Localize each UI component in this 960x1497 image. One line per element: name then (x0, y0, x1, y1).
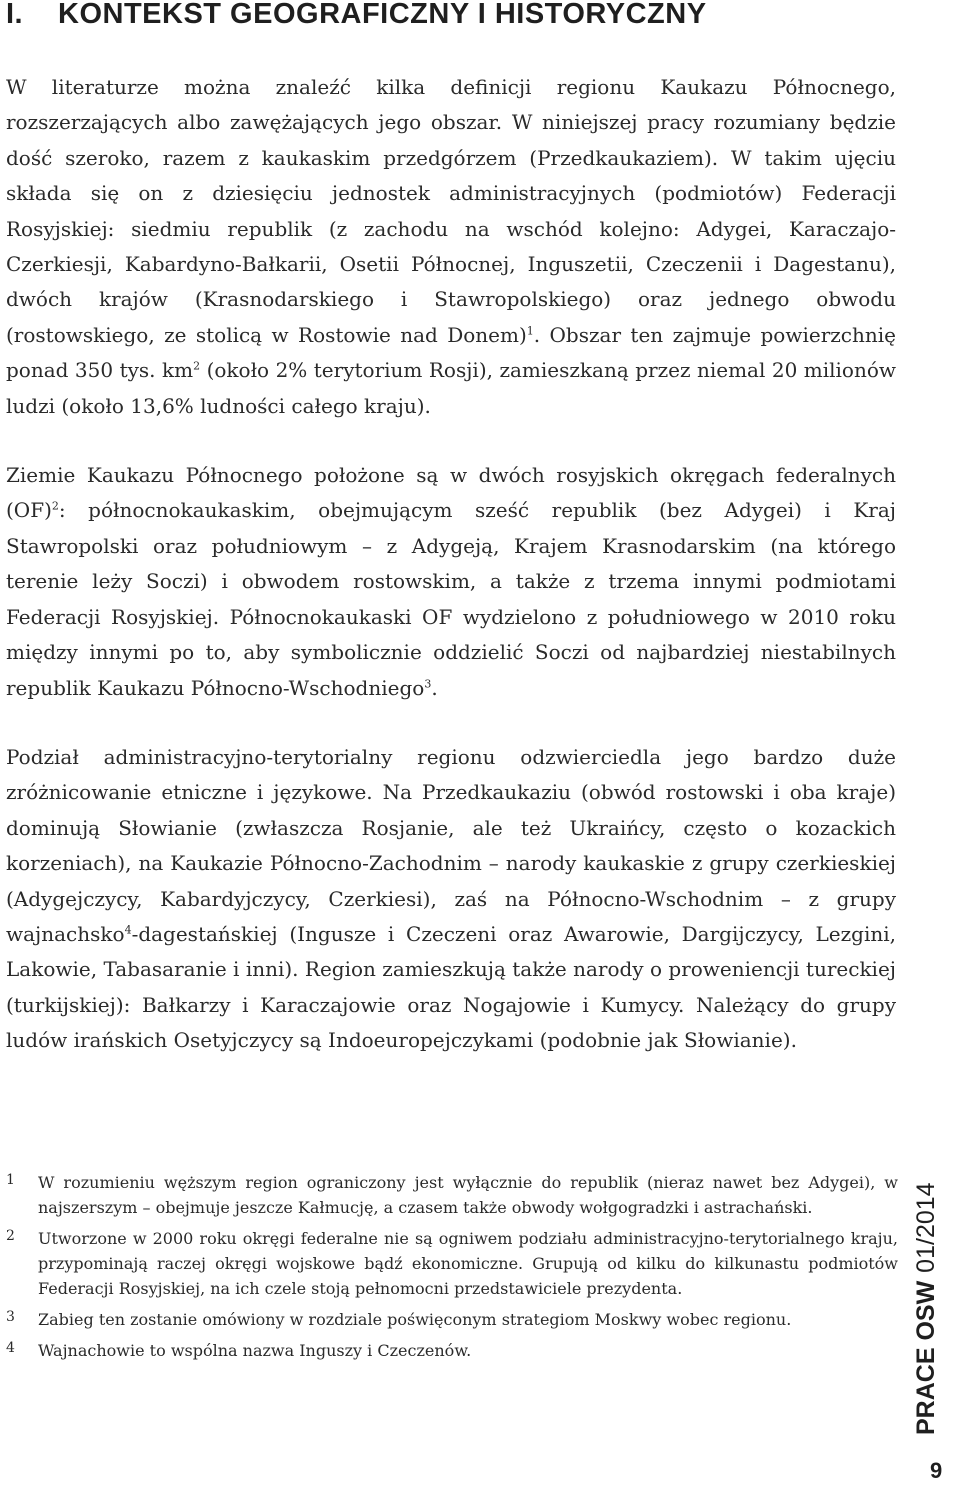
footnote-ref-4: 4 (124, 923, 132, 937)
footnote-number: 4 (6, 1340, 15, 1356)
superscript-km2: 2 (193, 359, 201, 373)
paragraph-1-text-c: (około 2% terytorium Rosji), zamieszkaną przez niemal 20 milionów ludzi (około 13,6% ludności całego kraju). (6, 358, 896, 418)
page-number: 9 (930, 1458, 943, 1483)
footnote-text: W rozumieniu węższym region ograniczony jest wyłącznie do republik (nieraz nawet bez Adygei), w najszerszym – obejmuje jeszcze Kałmucję, a czasem także obwody wołgogradzki i astrachański. (38, 1173, 898, 1217)
paragraph-2-text-c: . (431, 675, 438, 700)
body-text (6, 70, 896, 1093)
publication-name: PRACE OSW (912, 1280, 940, 1435)
footnote-ref-2: 2 (51, 499, 59, 513)
footnote (6, 1307, 898, 1332)
publication-side-label (912, 1155, 941, 1435)
paragraph-2 (6, 458, 896, 706)
footnote-ref-3: 3 (424, 676, 432, 690)
footnote-text: Utworzone w 2000 roku okręgi federalne nie są ogniwem podziału administracyjno-terytorialnego kraju, przypominają raczej okręgi wojskowe bądź ekonomiczne. Grupują od kilku do kilkunastu podmiotów Federacji Rosyjskiej, na ich czele stoją pełnomocni przedstawiciele prezydenta. (38, 1229, 898, 1298)
chapter-number: I. (6, 0, 24, 30)
footnote-text: Zabieg ten zostanie omówiony w rozdziale poświęconym strategiom Moskwy wobec regionu. (38, 1310, 792, 1329)
paragraph-2-text-a: Ziemie Kaukazu Północnego położone są w dwóch rosyjskich okręgach federalnych (OF) (6, 463, 896, 523)
publication-issue: 01/2014 (912, 1182, 940, 1273)
footnote-number: 1 (6, 1172, 15, 1188)
paragraph-1-text-b: . Obszar ten zajmuje powierzchnię ponad 350 tys. km (6, 322, 896, 383)
paragraph-3-text-a: Podział administracyjno-terytorialny regionu odzwierciedla jego bardzo duże zróżnicowanie etniczne i językowe. Na Przedkaukaziu (obwód rostowski i oba kraje) dominują Słowianie (zwłaszcza Rosjanie, ale też Ukraińcy, często o kozackich korzeniach), na Kaukazie Północno-Zachodnim – narody kaukaskie z grupy czerkieskiej (Adygejczycy, Kabardyjczycy, Czerkiesi), zaś na Północno-Wschodnim – z grupy wajnachsko (6, 744, 896, 946)
footnote (6, 1170, 898, 1220)
paragraph-3-text-b: -dagestańskiej (Ingusze i Czeczeni oraz Awarowie, Dargijczycy, Lezgini, Lakowie, Tabasaranie i inni). Region zamieszkują także narody o proweniencji tureckiej (turkijskiej): Bałkarzy i Karaczajowie oraz Nogajowie i Kumycy. Należący do grupy ludów irańskich Osetyjczycy są Indoeuropejczykami (podobnie jak Słowianie). (6, 921, 896, 1053)
footnote-text: Wajnachowie to wspólna nazwa Inguszy i Czeczenów. (38, 1341, 472, 1360)
paragraph-2-text-b: : północnokaukaskim, obejmującym sześć republik (bez Adygei) i Kraj Stawropolski oraz południowym – z Adygeją, Krajem Krasnodarskim (na którego terenie leży Soczi) i obwodem rostowskim, a także z trzema innymi podmiotami Federacji Rosyjskiej. Północnokaukaski OF wydzielono z południowego w 2010 roku między innymi po to, aby symbolicznie oddzielić Soczi od najbardziej niestabilnych republik Kaukazu Północno-Wschodniego (6, 498, 896, 700)
chapter-title: KONTEKST GEOGRAFICZNY I HISTORYCZNY (58, 0, 707, 30)
chapter-heading (6, 0, 886, 31)
footnote (6, 1226, 898, 1301)
footnote-number: 3 (6, 1309, 15, 1325)
footnote-ref-1: 1 (526, 324, 534, 338)
paragraph-3 (6, 740, 896, 1059)
footnotes (6, 1170, 898, 1369)
footnote (6, 1338, 898, 1363)
paragraph-1 (6, 70, 896, 424)
footnote-number: 2 (6, 1228, 15, 1244)
paragraph-1-text-a: W literaturze można znaleźć kilka definicji regionu Kaukazu Północnego, rozszerzających albo zawężających jego obszar. W niniejszej pracy rozumiany będzie dość szeroko, razem z kaukaskim przedgórzem (Przedkaukaziem). W takim ujęciu składa się on z dziesięciu jednostek administracyjnych (podmiotów) Federacji Rosyjskiej: siedmiu republik (z zachodu na wschód kolejno: Adygei, Karaczajo-Czerkiesji, Kabardyno-Bałkarii, Osetii Północnej, Inguszetii, Czeczenii i Dagestanu), dwóch krajów (Krasnodarskiego i Stawropolskiego) oraz jednego obwodu (rostowskiego, ze stolicą w Rostowie nad Donem) (6, 75, 896, 347)
